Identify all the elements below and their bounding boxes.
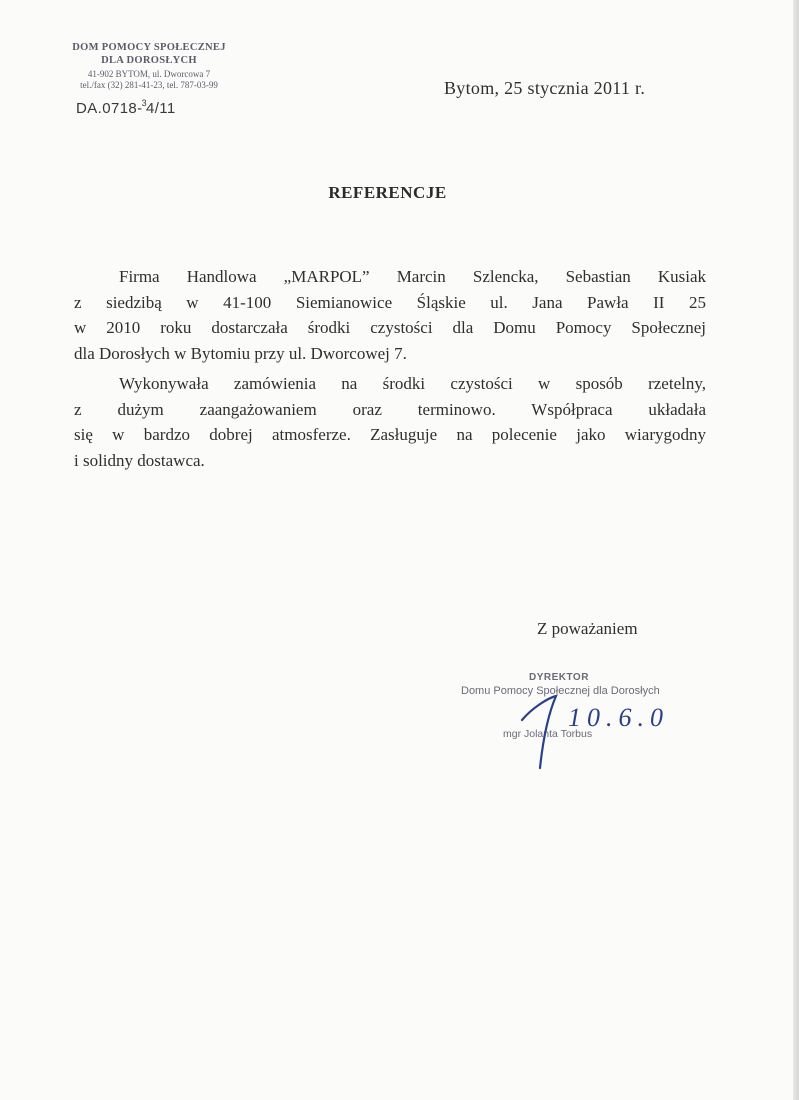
stamp-phones: tel./fax (32) 281-41-23, tel. 787-03-99 (80, 80, 218, 90)
paragraph-1-line: dla Dorosłych w Bytomiu przy ul. Dworcowej 7. (74, 343, 407, 363)
reference-number (76, 98, 176, 117)
reference-suffix: 4/11 (145, 100, 176, 117)
stamp-line-2: DLA DOROSŁYCH (101, 55, 197, 66)
signature-stroke (522, 696, 556, 768)
handwritten-date: 10.6.0 (568, 703, 669, 732)
director-stamp-title: DYREKTOR (529, 672, 589, 683)
paragraph-2-line: Wykonywała zamówienia na środki czystości w sposób rzetelny, (119, 374, 706, 393)
paragraph-2-line: z dużym zaangażowaniem oraz terminowo. Współpraca układała (74, 399, 706, 419)
stamp-address: 41-902 BYTOM, ul. Dworcowa 7 (87, 69, 211, 79)
document-title: REFERENCJE (328, 183, 447, 202)
handwritten-signature (500, 690, 730, 775)
stamp-line-1: DOM POMOCY SPOŁECZNEJ (72, 42, 226, 53)
letter-body (74, 264, 706, 473)
paragraph-2-line: i solidny dostawca. (74, 450, 205, 470)
paragraph-1-line: w 2010 roku dostarczała środki czystości dla Domu Pomocy Społecznej (74, 318, 706, 337)
paragraph-1-line: z siedzibą w 41-100 Siemianowice Śląskie ul. Jana Pawła II 25 (74, 292, 706, 312)
reference-prefix: DA.0718- (76, 100, 143, 117)
director-stamp-institution: Domu Pomocy Społecznej dla Dorosłych (461, 685, 660, 697)
paragraph-1-line: Firma Handlowa „MARPOL” Marcin Szlencka, Sebastian Kusiak (119, 267, 706, 286)
paragraph-2-line: się w bardzo dobrej atmosferze. Zasługuje na polecenie jako wiarygodny (74, 425, 706, 444)
page-edge-shadow (793, 0, 799, 1100)
director-stamp-name: mgr Jolanta Torbus (503, 728, 593, 740)
letter-date: Bytom, 25 stycznia 2011 r. (444, 78, 646, 98)
reference-superscript: 3 (141, 98, 147, 108)
closing-salutation: Z poważaniem (537, 619, 638, 638)
institution-stamp (58, 42, 240, 91)
